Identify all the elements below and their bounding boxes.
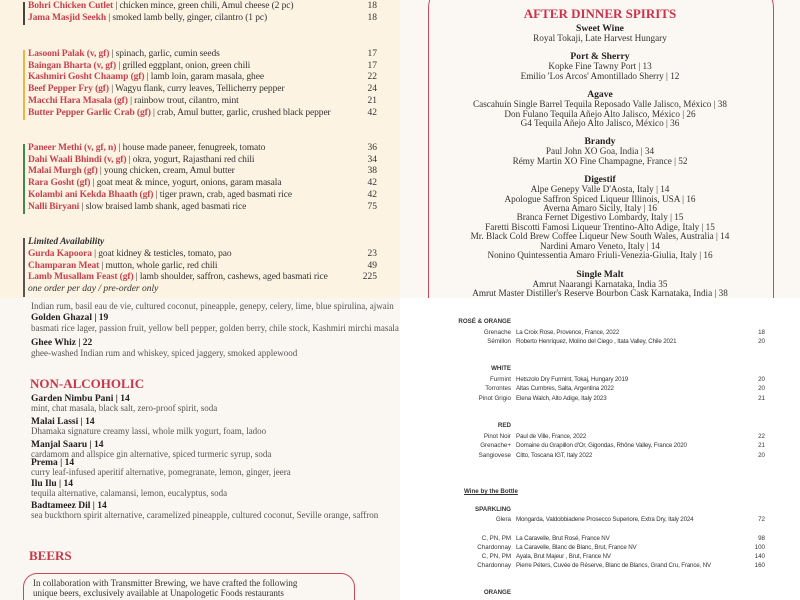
menu-item [28, 166, 235, 177]
spirit-item: Mr. Black Cold Brew Coffee Liqueur New South Wales, Australia | 14 [470, 231, 730, 242]
dish-description: | rainbow trout, cilantro, mint [127, 95, 239, 106]
spirit-item: Don Fulano Tequila Añejo Alto Jalisco, México | 26 [504, 108, 696, 119]
dish-price: 17 [367, 49, 377, 59]
wine-grape: C, PN, PM [481, 553, 511, 560]
dish-price: 24 [367, 84, 377, 95]
spirits-section-heading: Single Malt [576, 268, 624, 280]
wine-description: Citto, Toscana IGT, Italy 2022 [516, 451, 593, 459]
wine-grape: Pinot Grigio [478, 394, 511, 402]
spirit-item: Royal Tokaji, Late Harvest Hungary [533, 33, 667, 43]
wine-description: Roberto Henríquez, Molino del Ciego , Itata Valley, Chile 2021 [516, 338, 677, 346]
dish-price: 18 [367, 1, 377, 11]
wine-description: Altas Cumbres, Salta, Argentina 2022 [516, 385, 614, 393]
dish-price: 49 [367, 260, 377, 271]
drink-name: Badtameez Dil | 14 [31, 501, 107, 511]
beers-intro: unique beers, exclusively available at Unapologetic Foods restaurants [33, 588, 284, 598]
dish-description: | goat kidney & testicles, tomato, pao [91, 249, 232, 259]
wine-grape: Sémillon [487, 338, 511, 346]
menu-item [28, 272, 328, 283]
spirits-list [400, 6, 800, 308]
dish-description: | spinach, garlic, cumin seeds [109, 49, 220, 59]
spirits-section-heading: Sweet Wine [576, 23, 624, 34]
spirit-item: Branca Fernet Digestivo Lombardy, Italy | 15 [516, 212, 684, 223]
dish-name: Paneer Methi (v, gf, n) [28, 143, 117, 153]
wine-description: Paul de Ville, France, 2022 [516, 433, 587, 441]
wine-section-heading: WHITE [491, 365, 511, 372]
dish-price: 23 [367, 249, 377, 259]
drink-name: Prema | 14 [31, 458, 75, 468]
dish-description: | lamb loin, garam masala, ghee [144, 72, 264, 83]
wine-description: Domaine du Grapillon d'Or, Gigondas, Rhône Valley, France 2020 [516, 442, 687, 450]
menu-item [28, 202, 246, 213]
spirit-item: Amrut Naarangi Karnataka, India 35 [532, 278, 668, 289]
wine-price: 140 [754, 553, 765, 560]
menu-item [28, 72, 264, 83]
menu-item [28, 1, 293, 12]
wine-description: Elena Walch, Alto Adige, Italy 2023 [516, 394, 607, 402]
spirit-item: Apologue Saffron Spiced Liqueur Illinois, USA | 16 [504, 193, 696, 204]
wine-grape: C, PN, PM [481, 535, 511, 542]
bottle-heading: Wine by the Bottle [464, 488, 518, 495]
menu-item [28, 96, 239, 107]
spirit-item: G4 Tequila Añejo Alto Jalisco, México | 36 [520, 118, 680, 129]
dish-name: Baingan Bharta (v, gf) [28, 60, 117, 71]
wine-description: Ayala, Brut Majeur , Brut, France NV [516, 553, 611, 560]
wine-price: 21 [758, 394, 765, 402]
drink-description: curry leaf-infused aperitif alternative, pomegranate, lemon, ginger, jeera [31, 467, 291, 477]
spirit-item: Nardini Amaro Veneto, Italy | 14 [539, 240, 661, 251]
menu-item [28, 13, 267, 24]
wine-section-heading: RED [497, 422, 511, 429]
dish-description: | lamb shoulder, saffron, cashews, aged basmati rice [133, 272, 328, 283]
wine-price: 20 [758, 451, 765, 459]
wine-grape: Chardonnay [477, 544, 511, 551]
wine-price: 21 [758, 442, 765, 450]
dish-description: | smoked lamb belly, ginger, cilantro (1 pc) [106, 12, 268, 23]
dish-price: 75 [367, 201, 377, 212]
menu-item [28, 261, 217, 272]
drink-name: Garden Nimbu Pani | 14 [31, 394, 130, 404]
cocktail-description: Indian rum, basil eau de vie, cultured coconut, pineapple, genepy, celery, lime, blue spirulina, ajwain [31, 301, 394, 311]
dish-description: | tiger prawn, crab, aged basmati rice [153, 189, 292, 200]
wine-price: 20 [758, 385, 765, 393]
dish-description: | goat meat & mince, yogurt, onions, garam masala [90, 178, 282, 189]
wine-grape: Furmint [490, 376, 511, 384]
dish-name: Kolambi ani Kekda Bhaath (gf) [28, 189, 154, 200]
dish-price: 21 [367, 95, 377, 106]
spirit-item: Alpe Genepy Valle D'Aosta, Italy | 14 [530, 184, 670, 195]
drink-name: Ilu Ilu | 14 [31, 479, 73, 489]
menu-item [28, 49, 220, 60]
drink-name: Manjal Saaru | 14 [31, 440, 104, 450]
group-accent-bar [23, 2, 25, 25]
dish-name: Lamb Musallam Feast (gf) [28, 272, 134, 283]
dish-price: 18 [367, 12, 377, 23]
wine-description: Pierre Péters, Cuvée de Réserve, Blanc de Blancs, Grand Cru, France, NV [516, 562, 712, 569]
drink-description: tequila alternative, calamansi, lemon, eucalyptus, soda [31, 488, 228, 498]
spirit-item: Amrut Master Distiller's Reserve Bourbon Cask Karnataka, India | 38 [472, 287, 728, 298]
drink-description: cardamom and allspice gin alternative, spiced turmeric syrup, soda [31, 449, 272, 459]
dish-name: Gurda Kapoora [28, 249, 92, 259]
after-dinner-spirits-panel [400, 0, 800, 298]
menu-item [28, 155, 254, 166]
dish-name: Nalli Biryani [28, 201, 80, 212]
dish-name: Beef Pepper Fry (gf) [28, 84, 109, 95]
wine-description: Hetszolo Dry Furmint, Tokaj, Hungary 2019 [516, 376, 629, 384]
spirit-item: Averna Amaro Sicily, Italy | 16 [543, 203, 657, 214]
wine-price: 72 [758, 516, 765, 523]
wine-price: 98 [758, 535, 765, 542]
dish-price: 42 [367, 107, 377, 118]
dish-price: 42 [367, 189, 377, 200]
wine-grape: Sangiovese [478, 451, 511, 459]
order-note: one order per day / pre-order only [28, 284, 159, 295]
spirit-item: Cascahuín Single Barrel Tequila Reposado Valle Jalisco, México | 38 [473, 99, 727, 110]
food-menu-panel [0, 0, 400, 298]
dish-name: Malai Murgh (gf) [28, 166, 98, 177]
non-alcoholic-heading: NON-ALCOHOLIC [30, 376, 145, 391]
drink-description: Dhamaka signature creamy lassi, whole milk yogurt, foam, ladoo [31, 426, 267, 436]
dish-description: | Wagyu flank, curry leaves, Tellicherry pepper [108, 84, 285, 95]
dish-name: Rara Gosht (gf) [28, 178, 91, 189]
dish-price: 34 [367, 154, 377, 165]
beers-intro: In collaboration with Transmitter Brewing, we have crafted the following [33, 578, 298, 588]
menu-item [28, 249, 232, 260]
orange-heading: ORANGE [483, 589, 511, 596]
spirits-section-heading: Agave [587, 89, 613, 101]
wine-grape: Torrontes [485, 385, 511, 393]
wine-description: La Caravelle, Blanc de Blanc, Brut, France NV [516, 544, 637, 551]
menu-item [28, 178, 281, 189]
spirit-item: Paul John XO Goa, India | 34 [545, 146, 655, 157]
dish-description: | mutton, whole garlic, red chili [99, 260, 218, 271]
wine-list-panel [400, 298, 800, 600]
cocktail-name: Ghee Whiz | 22 [31, 338, 93, 348]
spirit-item: Kopke Fine Tawny Port | 13 [548, 61, 652, 72]
wine-price: 22 [758, 433, 765, 441]
dish-price: 22 [367, 72, 377, 83]
dish-description: | chicken mince, green chili, Amul cheese (2 pc) [113, 1, 294, 11]
spirit-item: Nonino Quintessentia Amaro Friuli-Venezia-Giulia, Italy | 16 [487, 250, 713, 261]
dish-description: | young chicken, cream, Amul butter [97, 166, 235, 177]
spirit-item: Emilio 'Los Arcos' Amontillado Sherry | 12 [520, 70, 680, 81]
dish-name: Butter Pepper Garlic Crab (gf) [28, 107, 151, 118]
cocktail-description: basmati rice lager, passion fruit, yellow bell pepper, golden berry, chile stock, Kashmiri mirchi masala [31, 323, 399, 333]
dish-description: | slow braised lamb shank, aged basmati rice [79, 201, 247, 212]
dish-price: 225 [362, 272, 377, 283]
dish-description: | house made paneer, fenugreek, tomato [116, 143, 266, 153]
spirits-section-heading: Brandy [584, 136, 616, 148]
spirits-section-heading: Digestif [584, 174, 616, 186]
dish-name: Dahi Waali Bhindi (v, gf) [28, 154, 127, 165]
drink-description: sea buckthorn spirit alternative, caramelized pineapple, cultured coconut, Seville orange, saffron [31, 510, 379, 520]
wine-grape: Glera [495, 516, 511, 523]
wine-grape: Chardonnay [477, 562, 511, 569]
dish-name: Champaran Meat [28, 260, 100, 271]
wine-grape: Pinot Noir [483, 433, 511, 441]
wine-price: 18 [758, 329, 765, 337]
wine-grape: Grenache [483, 329, 511, 337]
wine-price: 20 [758, 338, 765, 346]
group-accent-bar [23, 238, 25, 297]
menu-item [28, 143, 265, 154]
dish-name: Bohri Chicken Cutlet [28, 1, 114, 11]
dish-name: Lasooni Palak (v, gf) [28, 49, 110, 59]
drinks-menu-panel [0, 298, 400, 600]
wine-price: 100 [754, 544, 765, 551]
group-accent-bar [23, 144, 25, 214]
spirits-title: AFTER DINNER SPIRITS [523, 6, 677, 21]
cocktail-name: Golden Ghazal | 19 [31, 313, 109, 323]
wine-description: Mongarda, Valdobbiadene Prosecco Superiore, Extra Dry, Italy 2024 [516, 516, 694, 523]
dish-price: 17 [367, 60, 377, 71]
beers-heading: BEERS [29, 548, 72, 563]
dish-price: 36 [367, 143, 377, 153]
drink-description: mint, chat masala, black salt, zero-proof spirit, soda [31, 403, 218, 413]
sparkling-heading: SPARKLING [475, 506, 511, 513]
wine-section-heading: ROSÉ & ORANGE [458, 318, 511, 325]
cocktail-description: ghee-washed Indian rum and whiskey, spiced jaggery, smoked applewood [31, 348, 298, 358]
group-accent-bar [23, 50, 25, 120]
wine-grape: Grenache+ [480, 442, 511, 450]
wine-price: 160 [754, 562, 765, 569]
dish-description: | grilled eggplant, onion, green chili [116, 60, 251, 71]
dish-name: Jama Masjid Seekh [28, 12, 106, 23]
group-heading: Limited Availability [28, 237, 105, 248]
dish-name: Macchi Hara Masala (gf) [28, 95, 128, 106]
drink-name: Malai Lassi | 14 [31, 417, 95, 427]
wine-description: La Caravelle, Brut Rosé, France NV [516, 535, 610, 542]
dish-description: | okra, yogurt, Rajasthani red chili [126, 154, 255, 165]
dish-price: 38 [367, 166, 377, 177]
dish-price: 42 [367, 178, 377, 189]
spirit-item: Rémy Martin XO Fine Champagne, France | 52 [512, 155, 688, 166]
menu-item [28, 108, 331, 119]
menu-item [28, 84, 284, 95]
menu-item [28, 190, 292, 201]
spirits-section-heading: Port & Sherry [570, 51, 630, 63]
wine-price: 20 [758, 376, 765, 384]
wine-description: La Croix Rose, Provence, France, 2022 [516, 329, 620, 337]
spirit-item: Faretti Biscotti Famosi Liqueur Trentino-Alto Adige, Italy | 15 [485, 221, 715, 232]
menu-item [28, 61, 250, 72]
dish-name: Kashmiri Gosht Chaamp (gf) [28, 72, 145, 83]
dish-description: | crab, Amul butter, garlic, crushed black pepper [150, 107, 331, 118]
